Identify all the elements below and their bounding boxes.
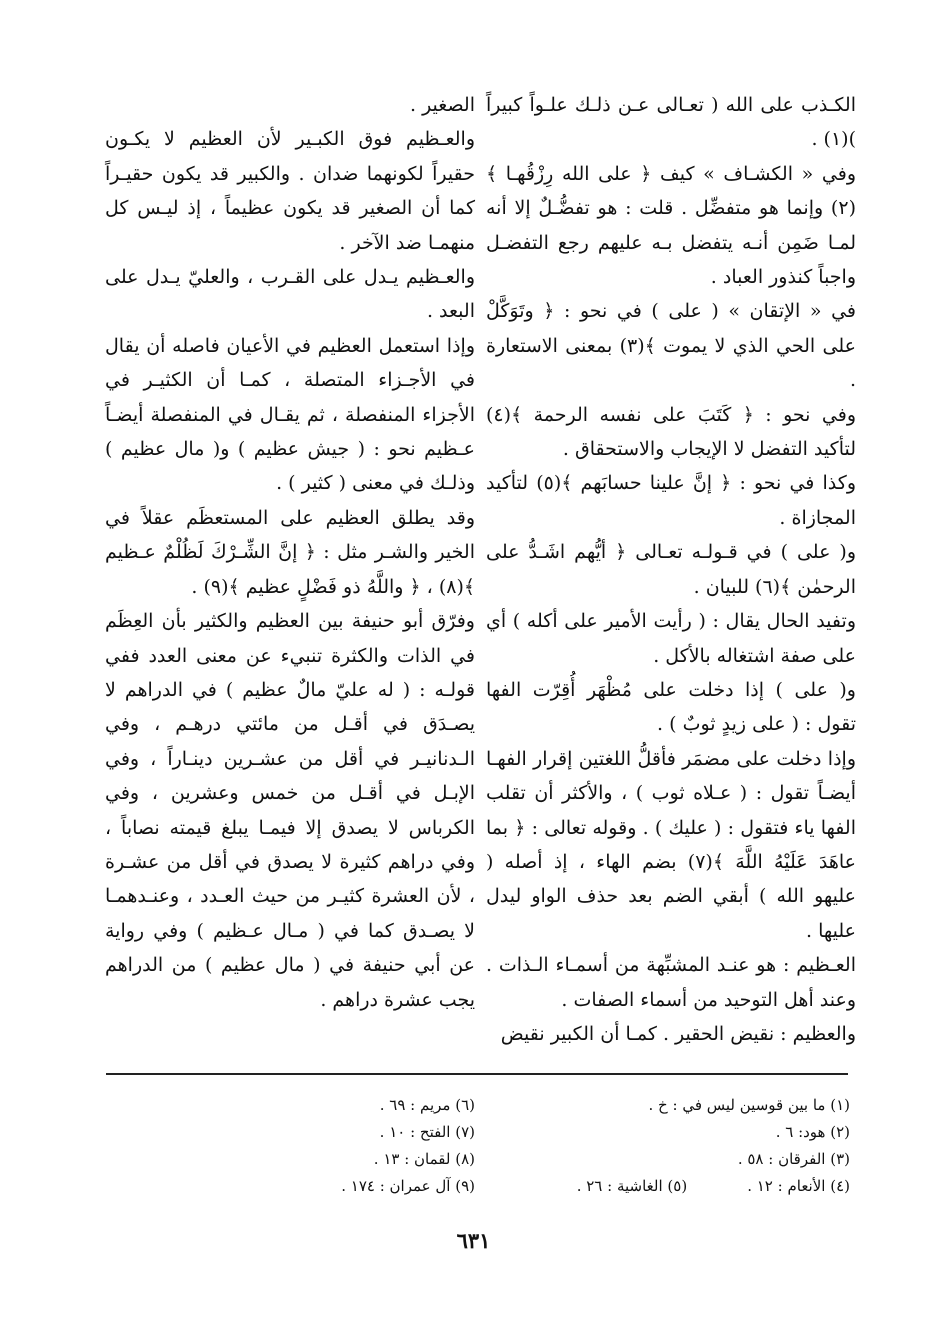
paragraph: والعـظيم فوق الكبـير لأن العظيم لا يكـون حقيراً لكونهما ضدان . والكبير قد يكون حقيـراً كما أن الصغير قد يكون عظيماً ، إذ ليـس كل منهمـا ضد الآخر . [105, 128, 475, 254]
paragraph: العـظيم : هو عنـد المشبِّهة من أسمـاء الـذات . وعند أهل التوحيد من أسماء الصفات . [486, 954, 856, 1011]
paragraph: وإذا استعمل العظيم في الأعيان فاصله أن يقال في الأجـزاء المتصلة ، كمـا أن الكثيـر في الأجزاء المنفصلة ، ثم يقـال في المنفصلة أيضـاً عـظيم نحو : ( جيش عظيم ) و( مال عظيم ) وذلـك في معنى ( كثير ) . [105, 334, 475, 495]
paragraph: و( على ) إذا دخلت على مُظْهَر أُقِرّت الفها تقول : ( على زيدٍ ثوبٌ ) . [486, 678, 856, 736]
paragraph: وفرّق أبو حنيفة بين العظيم والكثير بأن العِظَم في الذات والكثرة تنبيء عن معنى العدد ففي قولـه : ( له عليّ مالٌ عظيم ) في الدراهم لا يصـدَق في أقـل من مائتي درهـم ، وفي الـدنانيـر في أقل من عشـرين دينـاراً ، وفي الإبـل في أقـل من خمس وعشرين ، وفي الكرباس لا يصدق إلا فيمـا يبلغ قيمته نصاباً ، وفي دراهم كثيرة لا يصدق في أقل من عشـرة ، لأن العشرة كثيـر من حيث العـدد ، وعنـدهمـا لا يصـدق كما في ( مـال عـظيم ) وفي رواية عن أبي حنيفة في ( مال عظيم ) من الدراهم يجب عشرة دراهم . [105, 610, 475, 1011]
footnote: (٩) آل عمران : ١٧٤ . [341, 1177, 475, 1195]
paragraph: و( على ) في قـولـه تعـالى ﴿ أيُّهم اشَـدُّ على الرحمٰن ﴾(٦) للبيان . [486, 541, 856, 598]
paragraph: الصغير . [409, 94, 475, 116]
paragraph: والعظيم : نقيض الحقير . كمـا أن الكبير نقيض [500, 1022, 856, 1045]
paragraph: والعـظيم يـدل على القـرب ، والعليّ يـدل على البعد . [105, 266, 475, 323]
footnote-line [520, 1173, 850, 1200]
right-column [486, 88, 856, 1051]
paragraph: وفي « الكشـاف » كيف ﴿ على الله رِزْقُهـا ﴾(٢) وإنما هو متفضِّل . قلت : هو تفضُّـلٌ إلا أنه لمـا ضَمِن أنـه يتفضل بـه عليهم رجع التفضـل واجباً كنذور العباد . [486, 162, 856, 289]
paragraph: في « الإتقان » ( على ) في نحو : ﴿ وتَوَكَّلْ على الحي الذي لا يموت ﴾(٣) بمعنى الاستعارة . [486, 300, 856, 392]
footnote-line [520, 1119, 850, 1146]
page-number: ٦٣١ [456, 1228, 491, 1253]
footnote-line [520, 1146, 850, 1173]
footnotes-left [300, 1092, 475, 1200]
paragraph: وتفيد الحال يقال : ( رأيت الأمير على أكله ) أي على صفة اشتغاله بالأكل . [486, 610, 856, 667]
footnote: (٦) مريم : ٦٩ . [379, 1096, 475, 1114]
paragraph: وفي نحو : ﴿ كَتَبَ على نفسه الرحمة ﴾(٤) لتأكيد التفضل لا الإيجاب والاستحقاق . [486, 403, 856, 461]
left-column [105, 88, 475, 1017]
paragraph: وكذا في نحو : ﴿ إنَّ علينا حسابَهم ﴾(٥) لتأكيد المجازاة . [486, 472, 856, 529]
footnote: (١) ما بين قوسين ليس في : خ . [648, 1096, 850, 1114]
paragraph: وقد يطلق العظيم على المستعظَم عقلاً في الخير والشـر مثل : ﴿ إنَّ الشِّـرْكَ لَظُلْمٌ عـظيم ﴾(٨) ، ﴿ واللَّهُ ذو فَضْلٍ عظيم ﴾(٩) . [105, 506, 475, 598]
footnote-line [520, 1092, 850, 1119]
footnote: (٥) الغاشية : ٢٦ . [576, 1177, 688, 1195]
paragraph: الكـذب على الله ( تعـالى عـن ذلـك علـواً كبيراً )(١) . [486, 94, 856, 151]
footnote: (٤) الأنعام : ١٢ . [747, 1177, 850, 1195]
footnote: (٣) الفرقان : ٥٨ . [737, 1150, 850, 1168]
paragraph: وإذا دخلت على مضمَر فأقلُّ اللغتين إقرار الفهـا أيضـاً تقول : ( عـلاه ثوب ) ، والأكثر أن تقلب الفها ياء فتقول : ( عليك ) . وقوله تعالى : ﴿ بما عاهَدَ عَلَيْهُ اللَّهَ ﴾(٧) بضم الهاء ، إذ أصله ( عليهو الله ) أبقي الضم بعد حذف الواو ليدل عليها . [486, 747, 856, 942]
footnotes-right [520, 1092, 850, 1200]
footnote-divider [106, 1073, 848, 1075]
footnote: (٨) لقمان : ١٣ . [373, 1150, 475, 1168]
footnote: (٧) الفتح : ١٠ . [379, 1123, 475, 1141]
footnote: (٢) هود: ٦ . [775, 1123, 850, 1141]
